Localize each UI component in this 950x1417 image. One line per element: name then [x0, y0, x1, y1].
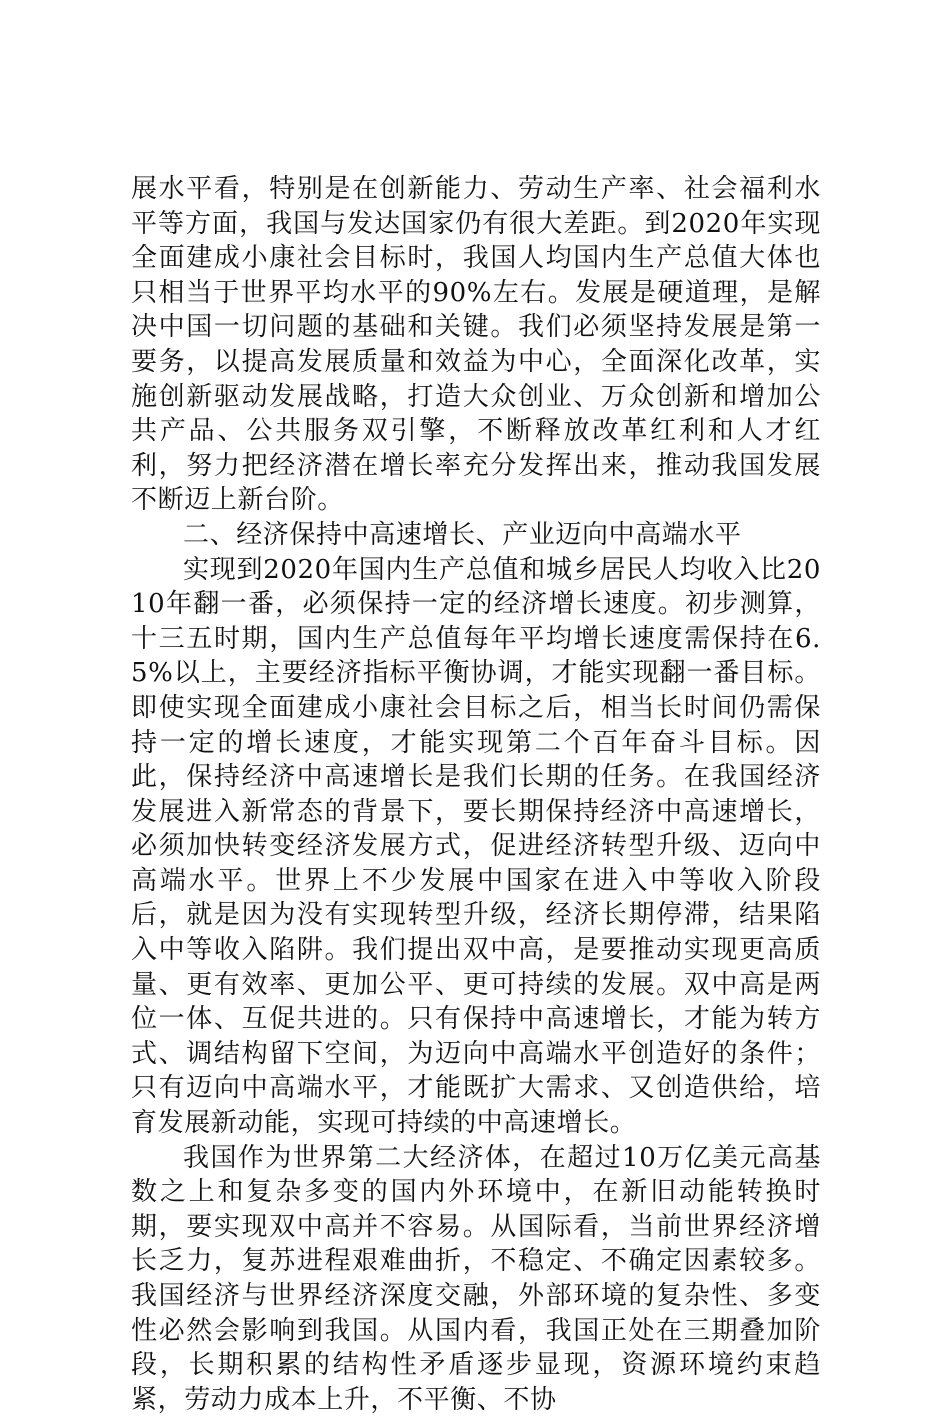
section-heading: 二、经济保持中高速增长、产业迈向中高端水平: [183, 519, 742, 550]
paragraph-growth-target: 实现到2020年国内生产总值和城乡居民人均收入比2010年翻一番，必须保持一定的经济增长速度。初步测算，十三五时期，国内生产总值每年平均增长速度需保持在6.5%以上，主要经济指标平衡协调，才能实现翻一番目标。即使实现全面建成小康社会目标之后，相当长时间仍需保持一定的增长速度，才能实现第二个百年奋斗目标。因此，保持经济中高速增长是我们长期的任务。在我国经济发展进入新常态的背景下，要长期保持经济中高速增长，必须加快转变经济发展方式，促进经济转型升级、迈向中高端水平。世界上不少发展中国家在进入中等收入阶段后，就是因为没有实现转型升级，经济长期停滞，结果陷入中等收入陷阱。我们提出双中高，是要推动实现更高质量、更有效率、更加公平、更可持续的发展。双中高是两位一体、互促共进的。只有保持中高速增长，才能为转方式、调结构留下空间，为迈向中高端水平创造好的条件；只有迈向中高端水平，才能既扩大需求、又创造供给，培育发展新动能，实现可持续的中高速增长。: [131, 554, 821, 1139]
paragraph-continued: 展水平看，特别是在创新能力、劳动生产率、社会福利水平等方面，我国与发达国家仍有很大差距。到2020年实现全面建成小康社会目标时，我国人均国内生产总值大体也只相当于世界平均水平的90%左右。发展是硬道理，是解决中国一切问题的基础和关键。我们必须坚持发展是第一要务，以提高发展质量和效益为中心，全面深化改革，实施创新驱动发展战略，打造大众创业、万众创新和增加公共产品、公共服务双引擎，不断释放改革红利和人才红利，努力把经济潜在增长率充分发挥出来，推动我国发展不断迈上新台阶。: [131, 174, 821, 516]
paragraph-challenges: 我国作为世界第二大经济体，在超过10万亿美元高基数之上和复杂多变的国内外环境中，在新旧动能转换时期，要实现双中高并不容易。从国际看，当前世界经济增长乏力，复苏进程艰难曲折，不稳定、不确定因素较多。我国经济与世界经济深度交融，外部环境的复杂性、多变性必然会影响到我国。从国内看，我国正处在三期叠加阶段，长期积累的结构性矛盾逐步显现，资源环境约束趋紧，劳动力成本上升，不平衡、不协: [131, 1142, 821, 1415]
document-body: [131, 172, 821, 1417]
